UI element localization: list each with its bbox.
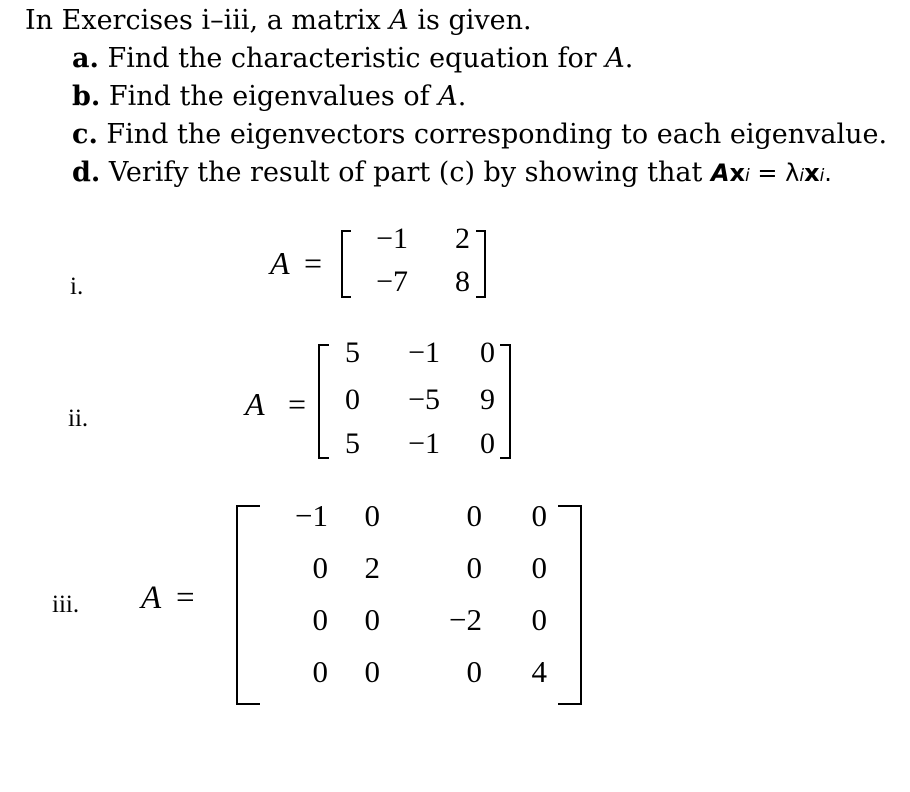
formula-subscript-i-2: i (799, 166, 805, 186)
formula-matrix-a: A (710, 159, 730, 187)
task-a-letter: a. (72, 43, 99, 74)
exercise-iii-cell-2-2: 2 (364, 550, 380, 585)
exercise-ii-lhs: A (245, 386, 265, 422)
exercise-iii-lhs: A (141, 580, 162, 616)
task-d-text: Verify the result of part (c) by showing that (100, 157, 711, 188)
task-a (72, 40, 633, 78)
exercise-ii-cell-3-2: −1 (408, 427, 440, 460)
exercise-i-lhs: A (270, 245, 290, 281)
exercise-i-equals: = (304, 245, 323, 281)
exercise-iii-equals: = (176, 580, 195, 616)
formula-vector-x: x (729, 159, 746, 187)
task-b-end: . (457, 81, 467, 112)
exercise-ii-cell-1-1: 5 (345, 336, 360, 369)
exercise-i-cell-2-2: 8 (455, 265, 470, 298)
task-a-text: Find the characteristic equation for (98, 43, 606, 74)
formula-subscript-i: i (745, 166, 750, 186)
exercise-iii-cell-3-4: 0 (531, 602, 547, 637)
formula-equals: = (757, 159, 778, 187)
exercise-iii-label: iii. (52, 591, 80, 618)
exercise-ii-equals: = (288, 386, 307, 422)
exercise-ii-cell-1-2: −1 (408, 336, 440, 369)
exercise-i-cell-2-1: −7 (376, 265, 408, 298)
exercise-ii-right-bracket (500, 344, 511, 459)
task-c-text: Find the eigenvectors corresponding to each eigenvalue. (97, 119, 888, 150)
formula-period: . (824, 159, 832, 187)
task-b (72, 78, 466, 116)
exercise-i-cell-1-2: 2 (455, 222, 470, 255)
exercise-iii-cell-1-2: 0 (364, 498, 380, 533)
intro-tail: is given. (408, 5, 532, 36)
exercise-ii-cell-1-3: 0 (480, 336, 495, 369)
task-a-var: A (605, 43, 625, 74)
exercise-i-label: i. (70, 273, 84, 300)
exercise-ii-label: ii. (68, 405, 89, 432)
formula-lambda: λ (785, 159, 800, 187)
exercise-iii-cell-4-4: 4 (531, 654, 547, 689)
exercise-iii-cell-1-4: 0 (531, 498, 547, 533)
exercise-ii-cell-2-3: 9 (480, 383, 495, 416)
exercise-iii-cell-4-1: 0 (312, 654, 328, 689)
exercise-iii-left-bracket (236, 505, 260, 705)
task-b-letter: b. (72, 81, 101, 112)
exercise-iii-cell-2-3: 0 (466, 550, 482, 585)
exercise-iii-cell-3-3: −2 (449, 602, 482, 637)
exercise-ii-cell-2-2: −5 (408, 383, 440, 416)
task-c (72, 116, 887, 154)
task-d-letter: d. (72, 157, 101, 188)
exercise-iii-cell-1-3: 0 (466, 498, 482, 533)
exercise-iii-cell-4-2: 0 (364, 654, 380, 689)
exercise-iii-cell-3-2: 0 (364, 602, 380, 637)
intro-var: A (389, 5, 409, 36)
exercise-iii-cell-3-1: 0 (312, 602, 328, 637)
formula-subscript-i-3: i (819, 166, 825, 186)
exercise-i-right-bracket (476, 230, 486, 298)
task-c-letter: c. (72, 119, 98, 150)
exercise-i-cell-1-1: −1 (376, 222, 408, 255)
exercise-iii-cell-2-1: 0 (312, 550, 328, 585)
exercise-iii-right-bracket (558, 505, 582, 705)
task-b-var: A (438, 81, 458, 112)
exercise-ii-cell-3-3: 0 (480, 427, 495, 460)
task-a-end: . (624, 43, 634, 74)
exercise-ii-cell-3-1: 5 (345, 427, 360, 460)
exercise-iii-cell-1-1: −1 (295, 498, 328, 533)
exercise-iii-cell-2-4: 0 (531, 550, 547, 585)
verify-formula (711, 159, 832, 187)
intro-line (25, 2, 532, 40)
exercise-iii-cell-4-3: 0 (466, 654, 482, 689)
formula-vector-x-2: x (804, 159, 820, 187)
exercise-ii-cell-2-1: 0 (345, 383, 360, 416)
intro-lead: In Exercises i–iii, a matrix (25, 5, 390, 36)
task-d (72, 154, 832, 195)
task-b-text: Find the eigenvalues of (100, 81, 439, 112)
